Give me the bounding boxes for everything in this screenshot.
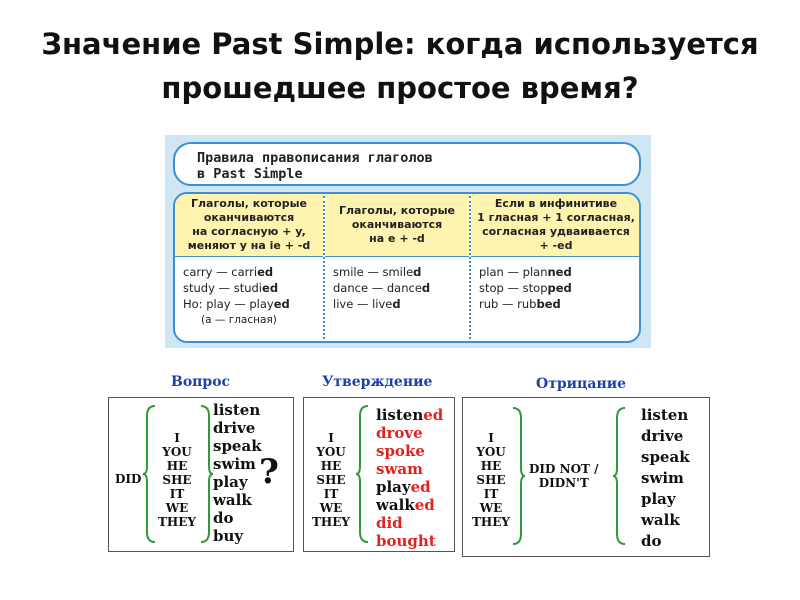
list-item: SHE: [476, 473, 506, 487]
example-ending: ed: [273, 297, 290, 311]
verb-list: [213, 401, 262, 545]
example-base: smile: [333, 265, 364, 279]
right-brace-icon: [199, 404, 213, 544]
verb-list: [641, 405, 690, 552]
past-verb: [376, 496, 443, 514]
example-base: stop: [479, 281, 504, 295]
past-verb: [376, 460, 443, 478]
verb-ending: drove: [376, 424, 423, 442]
example-line: dance — danced: [333, 281, 431, 295]
verb-ending: did: [376, 514, 403, 532]
aux-did: DID: [115, 472, 142, 486]
rule-heading: Глаголы, которые оканчиваются на согласную + y, меняют y на ie + -d: [175, 194, 323, 257]
rule-examples: [183, 264, 290, 328]
example-base: study: [183, 281, 215, 295]
pronoun-list: [155, 431, 199, 529]
list-item: listen: [641, 406, 689, 424]
list-item: IT: [169, 487, 185, 501]
list-item: listen: [213, 401, 261, 419]
rule-column-e: [325, 194, 469, 341]
question-label: Вопрос: [171, 374, 231, 390]
list-item: YOU: [476, 445, 506, 459]
list-item: YOU: [316, 445, 346, 459]
example-base: rub: [479, 297, 499, 311]
spelling-rules-panel: [165, 135, 651, 348]
list-item: do: [641, 532, 662, 550]
list-item: WE: [479, 501, 503, 515]
left-brace-icon: [613, 406, 627, 546]
example-ending: bed: [536, 297, 561, 311]
example-stem: play: [249, 297, 274, 311]
example-base: live: [333, 297, 354, 311]
negative-label: Отрицание: [536, 376, 626, 392]
example-ending: ed: [262, 281, 279, 295]
verb-ending: ed: [410, 478, 431, 496]
verb-stem: listen: [376, 406, 424, 424]
list-item: do: [213, 509, 234, 527]
list-item: SHE: [316, 473, 346, 487]
list-item: speak: [213, 437, 262, 455]
list-item: HE: [166, 459, 188, 473]
example-stem: dance: [386, 281, 422, 295]
page-title: Значение Past Simple: когда используется прошедшее простое время?: [41, 27, 759, 105]
list-item: swim: [213, 455, 256, 473]
example-base: carry: [183, 265, 213, 279]
list-item: I: [328, 431, 334, 445]
example-ending: ned: [547, 265, 572, 279]
past-verb: [376, 442, 443, 460]
example-line: rub — rubbed: [479, 297, 561, 311]
example-base: dance: [333, 281, 369, 295]
list-item: SHE: [162, 473, 192, 487]
example-base: Но: play: [183, 297, 231, 311]
past-verb: [376, 532, 443, 550]
negative-panel: [462, 397, 710, 557]
aux-did-not: DID NOT / DIDN'T: [529, 462, 599, 490]
example-note: (a — гласная): [201, 314, 277, 326]
list-item: walk: [641, 511, 680, 529]
list-item: WE: [165, 501, 189, 515]
verb-ending: bought: [376, 532, 436, 550]
list-item: THEY: [158, 515, 196, 529]
list-item: HE: [480, 459, 502, 473]
example-base: plan: [479, 265, 504, 279]
example-line: live — lived: [333, 297, 401, 311]
verb-ending: ed: [414, 496, 435, 514]
verb-stem: play: [376, 478, 411, 496]
rules-header-text: Правила правописания глаголов в Past Simple: [197, 150, 433, 182]
example-stem: smile: [382, 265, 414, 279]
rules-table: [173, 192, 641, 343]
right-brace-icon: [511, 406, 525, 546]
example-stem: studi: [233, 281, 263, 295]
past-verb: [376, 424, 443, 442]
example-ending: ped: [547, 281, 572, 295]
list-item: drive: [641, 427, 684, 445]
list-item: HE: [320, 459, 342, 473]
list-item: buy: [213, 527, 244, 545]
list-item: play: [641, 490, 676, 508]
verb-ending: ed: [423, 406, 444, 424]
past-verb: [376, 406, 443, 424]
pronoun-list: [471, 431, 511, 529]
past-verb: [376, 514, 443, 532]
example-line: stop — stopped: [479, 281, 572, 295]
list-item: WE: [319, 501, 343, 515]
question-panel: [108, 397, 294, 552]
question-mark: ?: [259, 452, 279, 492]
rule-heading: Глаголы, которые оканчиваются на е + -d: [325, 194, 469, 257]
rule-examples: [333, 264, 430, 312]
rules-header: [173, 142, 641, 186]
example-line: study — studied: [183, 281, 279, 295]
list-item: THEY: [472, 515, 510, 529]
verb-ending: swam: [376, 460, 423, 478]
list-item: YOU: [162, 445, 192, 459]
left-brace-icon: [356, 404, 370, 544]
example-ending: d: [413, 265, 422, 279]
example-stem: stop: [522, 281, 548, 295]
example-ending: ed: [257, 265, 274, 279]
pronoun-list: [310, 431, 352, 529]
list-item: I: [488, 431, 494, 445]
example-line: Но: play — played: [183, 297, 290, 311]
affirmative-panel: [303, 397, 455, 552]
verb-stem: walk: [376, 496, 415, 514]
rule-examples: [479, 264, 572, 312]
list-item: IT: [323, 487, 339, 501]
example-ending: d: [392, 297, 401, 311]
past-verb-list: [376, 406, 443, 550]
example-stem: carri: [231, 265, 258, 279]
example-stem: live: [372, 297, 393, 311]
list-item: drive: [213, 419, 256, 437]
example-line: carry — carried: [183, 265, 274, 279]
list-item: THEY: [312, 515, 350, 529]
rule-heading: Если в инфинитиве 1 гласная + 1 согласная, согласная удваивается + -ed: [471, 194, 641, 257]
list-item: speak: [641, 448, 690, 466]
rule-column-y: [175, 194, 323, 341]
rule-column-double: [471, 194, 641, 341]
example-line: smile — smiled: [333, 265, 422, 279]
example-stem: plan: [522, 265, 548, 279]
example-ending: d: [421, 281, 431, 295]
list-item: play: [213, 473, 248, 491]
example-line: plan — planned: [479, 265, 572, 279]
past-verb: [376, 478, 443, 496]
example-stem: rub: [517, 297, 537, 311]
list-item: I: [174, 431, 180, 445]
list-item: walk: [213, 491, 252, 509]
list-item: IT: [483, 487, 499, 501]
list-item: swim: [641, 469, 684, 487]
affirmative-label: Утверждение: [322, 374, 433, 390]
verb-ending: spoke: [376, 442, 425, 460]
